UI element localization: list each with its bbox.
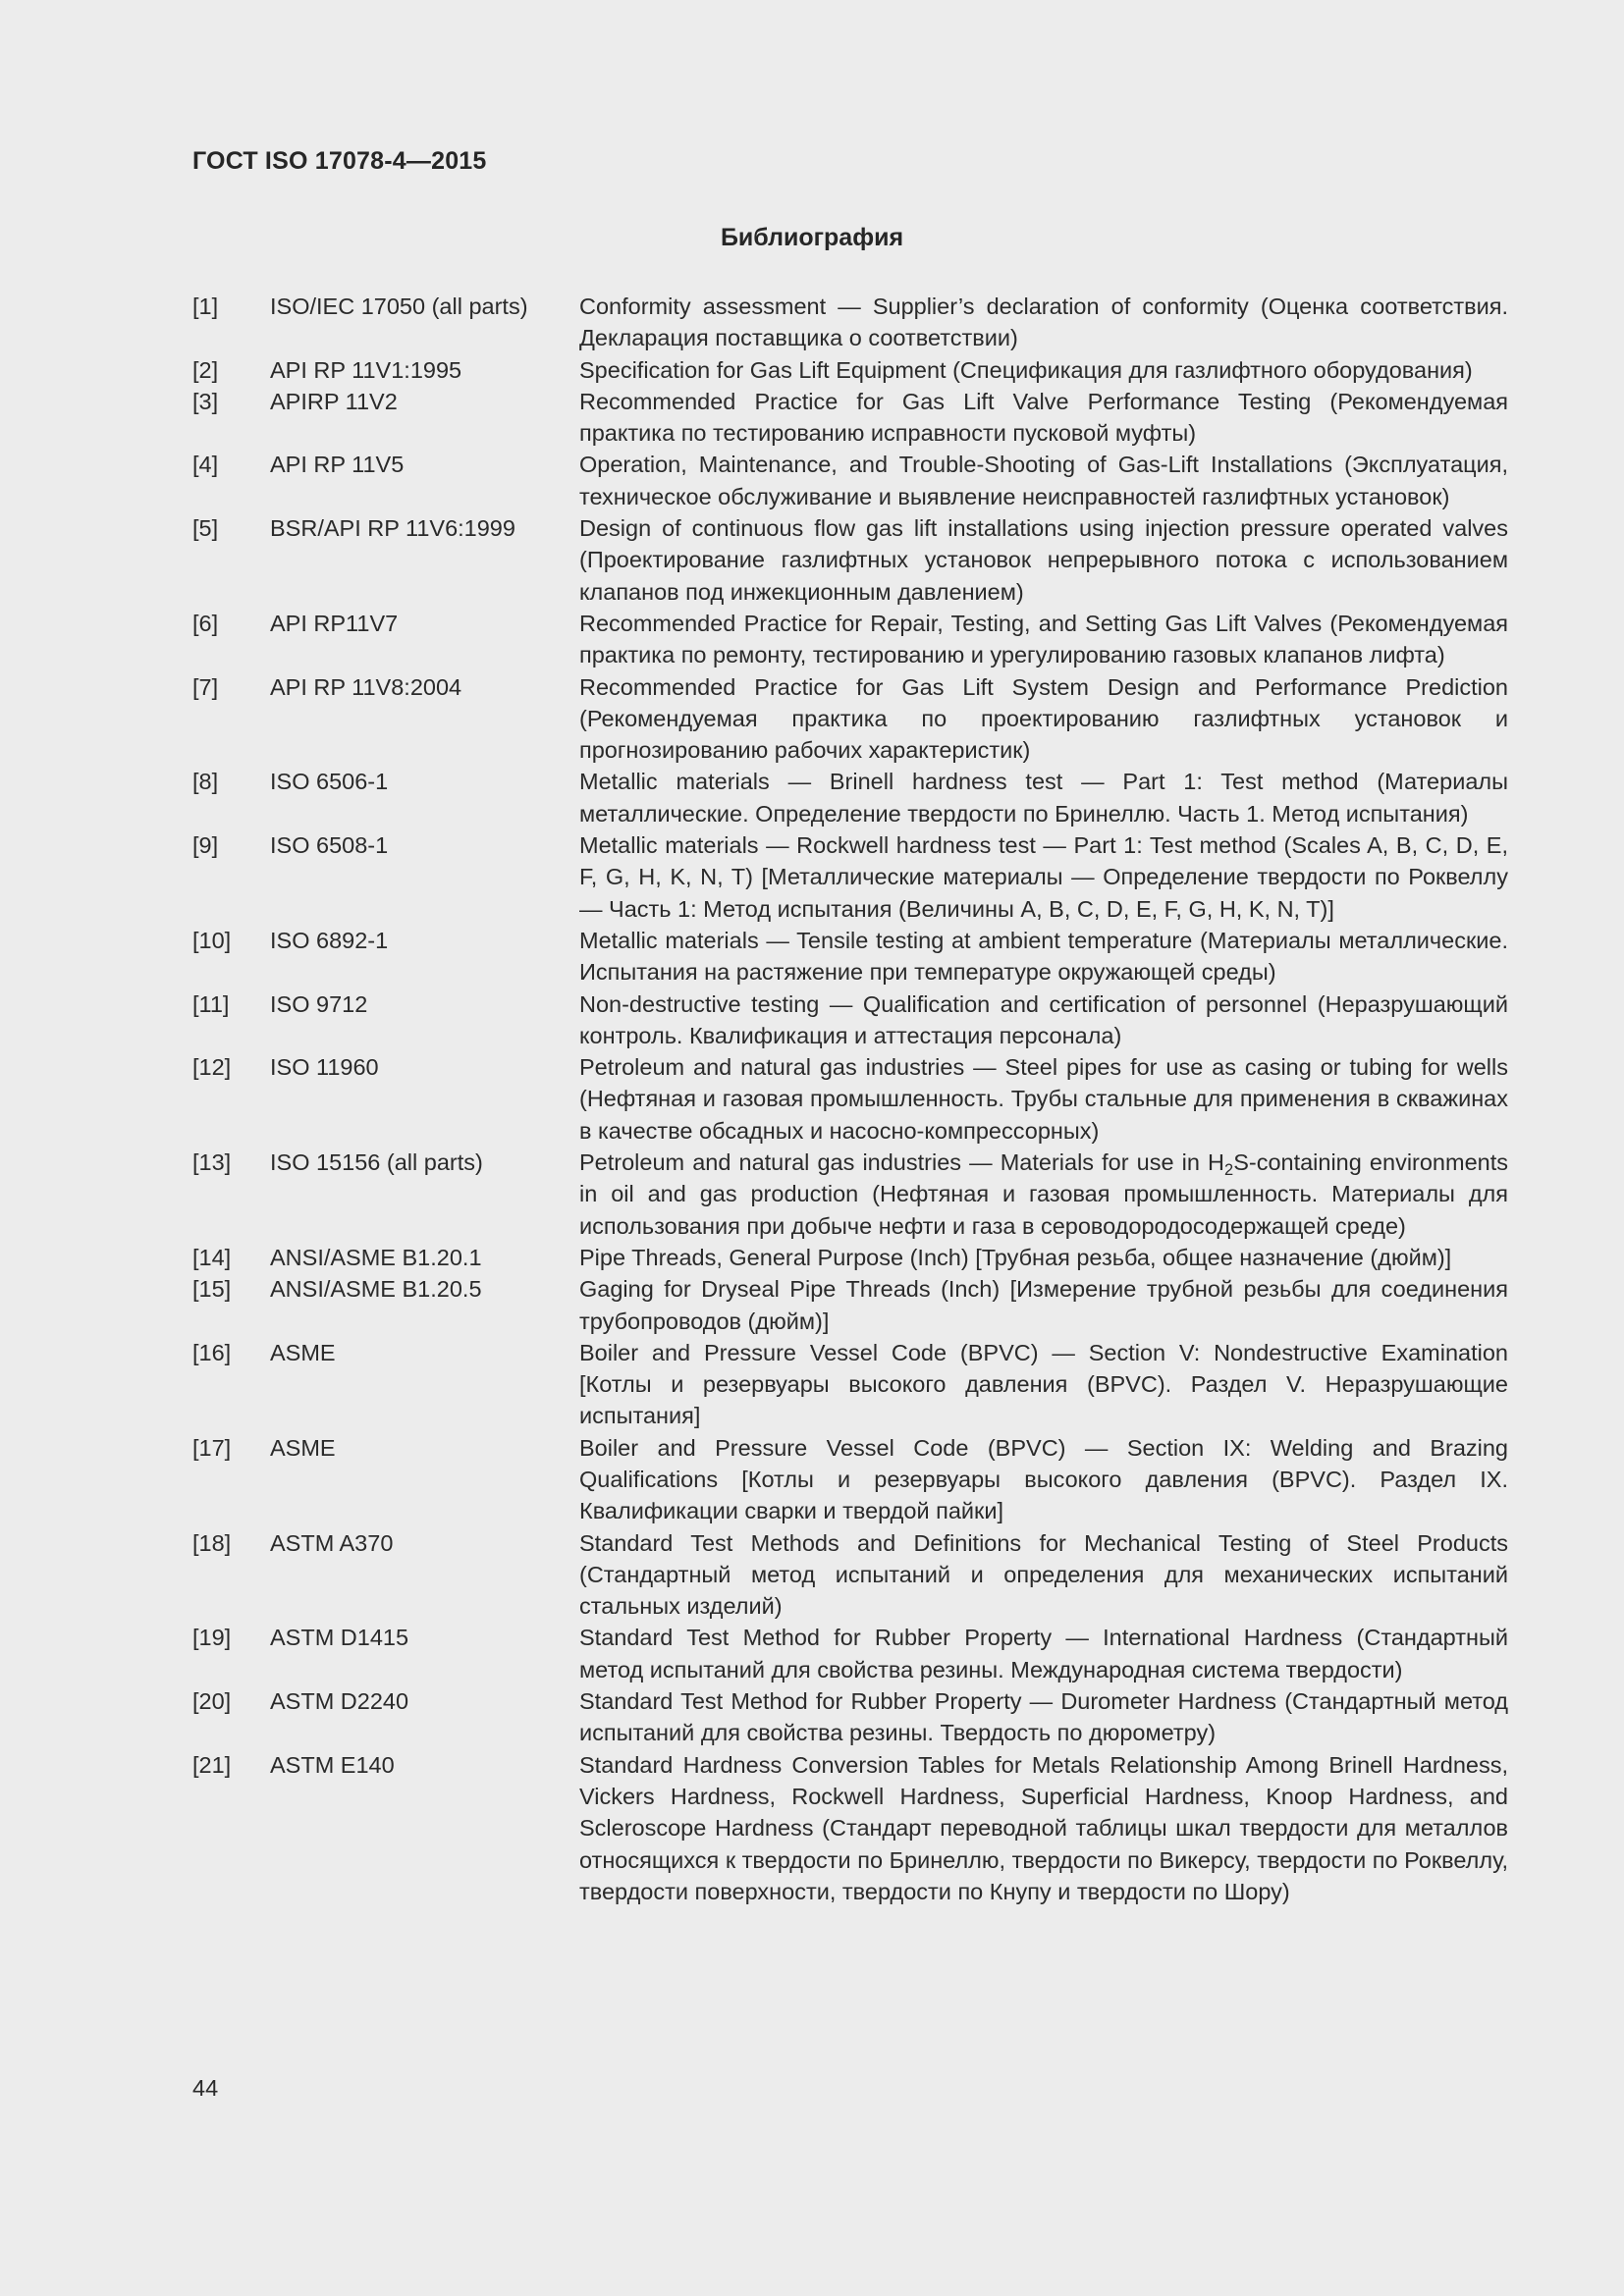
bib-code: ASME [270,1434,336,1461]
bib-code: ISO 9712 [270,990,368,1017]
bib-entry-8 [192,766,1508,829]
bib-entry-7 [192,671,1508,767]
bib-number: [20] [192,1688,232,1715]
bib-text: Metallic materials — Tensile testing at ambient temperature (Материалы металлические. Испытания на растяжение при температуре окружающей среды) [579,927,1508,986]
bib-entry-17 [192,1432,1508,1527]
subscript: 2 [1224,1160,1234,1179]
bib-number: [3] [192,388,219,414]
bib-text: Metallic materials — Rockwell hardness test — Part 1: Test method (Scales A, B, C, D, E, F, G, H, K, N, T) [Металлические материалы — Определение твердости по Роквеллу — Часть 1: Метод испытания (Величины А, В, C, D, E, F, G, H, K, N, T)] [579,832,1508,922]
bib-number: [21] [192,1751,232,1778]
bib-code: ISO/IEC 17050 (all parts) [270,294,528,319]
bib-entry-14 [192,1242,1508,1273]
bib-entry-2 [192,354,1508,386]
bib-entry-5 [192,512,1508,608]
bib-code: ISO 6506-1 [270,769,389,795]
bib-entry-12 [192,1051,1508,1147]
bib-number: [5] [192,515,219,542]
bib-entry-21 [192,1749,1508,1907]
bib-number: [7] [192,673,219,700]
bib-code: ASTM D1415 [270,1625,409,1651]
bib-code: ASTM A370 [270,1529,394,1556]
bib-text: Recommended Practice for Repair, Testing, and Setting Gas Lift Valves (Рекомендуемая практика по ремонту, тестированию и урегулированию газовых клапанов лифта) [579,610,1508,668]
bib-text: Conformity assessment — Supplier’s declaration of conformity (Оценка соответствия. Декларация поставщика о соответствии) [579,294,1508,351]
bib-code: ISO 6892-1 [270,927,389,953]
bib-text-part: S-containing environments in oil and gas production (Нефтяная и газовая промышленность. Материалы для использования при добыче нефти и газа в сероводородосодержащей среде) [579,1149,1508,1239]
bib-entry-9 [192,829,1508,925]
bib-number: [12] [192,1054,232,1081]
bib-text: Metallic materials — Brinell hardness test — Part 1: Test method (Материалы металлические. Определение твердости по Бринеллю. Часть 1. Метод испытания) [579,769,1508,827]
bib-text: Specification for Gas Lift Equipment (Спецификация для газлифтного оборудования) [579,356,1473,383]
bib-entry-6 [192,608,1508,671]
bib-code: API RP 11V8:2004 [270,673,462,700]
bib-text-part: Petroleum and natural gas industries — Materials for use in H [579,1149,1225,1176]
bib-entry-4 [192,449,1508,512]
bib-text: Operation, Maintenance, and Trouble-Shooting of Gas-Lift Installations (Эксплуатация, техническое обслуживание и выявление неисправностей газлифтных установок) [579,452,1508,509]
bib-text: Recommended Practice for Gas Lift System Design and Performance Prediction (Рекомендуемая практика по проектированию газлифтных установок и прогнозированию рабочих характеристик) [579,673,1508,764]
bib-text: Boiler and Pressure Vessel Code (BPVC) — Section V: Nondestructive Examination [Котлы и резервуары высокого давления (BPVC). Раздел V. Неразрушающие испытания] [579,1339,1508,1429]
bib-number: [19] [192,1625,232,1651]
bib-number: [17] [192,1434,232,1461]
bib-entry-10 [192,925,1508,988]
bib-number: [15] [192,1276,232,1303]
bib-text: Non-destructive testing — Qualification and certification of personnel (Неразрушающий контроль. Квалификация и аттестация персонала) [579,990,1508,1048]
bib-number: [4] [192,452,219,478]
bib-number: [6] [192,610,219,636]
bib-number: [1] [192,294,219,319]
bib-text: Recommended Practice for Gas Lift Valve Performance Testing (Рекомендуемая практика по тестированию исправности пусковой муфты) [579,388,1508,447]
bib-code: BSR/API RP 11V6:1999 [270,515,515,542]
bib-text: Pipe Threads, General Purpose (Inch) [Трубная резьба, общее назначение (дюйм)] [579,1244,1452,1270]
bib-entry-1 [192,291,1508,354]
bib-entry-20 [192,1685,1508,1749]
bib-entry-18 [192,1527,1508,1623]
bib-code: ANSI/ASME B1.20.1 [270,1244,482,1270]
bib-number: [9] [192,832,219,859]
bib-code: ASME [270,1339,336,1365]
bib-number: [2] [192,356,219,383]
section-title: Библиография [720,224,904,251]
bib-code: API RP11V7 [270,610,399,636]
bibliography-list [192,291,1508,1907]
bib-text: Boiler and Pressure Vessel Code (BPVC) — Section IX: Welding and Brazing Qualifications [Котлы и резервуары высокого давления (BPVC). Раздел IX. Квалификации сварки и твердой пайки] [579,1434,1508,1524]
bib-text [579,1147,1508,1242]
bib-entry-19 [192,1622,1508,1685]
bib-number: [18] [192,1529,232,1556]
bib-text: Standard Hardness Conversion Tables for Metals Relationship Among Brinell Hardness, Vickers Hardness, Rockwell Hardness, Superficial Hardness, Knoop Hardness, and Scleroscope Hardness (Стандарт переводной таблицы шкал твердости для металлов относящихся к твердости по Бринеллю, твердости по Викерсу, твердости по Роквеллу, твердости поверхности, твердости по Кнупу и твердости по Шору) [579,1751,1508,1904]
bib-number: [11] [192,990,230,1017]
bib-text: Gaging for Dryseal Pipe Threads (Inch) [Измерение трубной резьбы для соединения трубопроводов (дюйм)] [579,1276,1508,1334]
document-header: ГОСТ ISO 17078-4—2015 [192,147,487,175]
bib-number: [8] [192,769,219,795]
bib-text: Standard Test Method for Rubber Property — Durometer Hardness (Стандартный метод испытаний для свойства резины. Твердость по дюрометру) [579,1688,1508,1746]
page-number: 44 [192,2075,219,2101]
bib-entry-15 [192,1273,1508,1337]
bib-number: [14] [192,1244,232,1270]
bib-entry-13 [192,1147,1508,1242]
bib-text: Standard Test Methods and Definitions for Mechanical Testing of Steel Products (Стандартный метод испытаний и определения для механических испытаний стальных изделий) [579,1529,1508,1620]
bib-code: ANSI/ASME B1.20.5 [270,1276,482,1303]
bib-code: ISO 15156 (all parts) [270,1149,483,1176]
bib-code: ISO 6508-1 [270,832,389,859]
bib-number: [16] [192,1339,232,1365]
bib-text: Standard Test Method for Rubber Property — International Hardness (Стандартный метод испытаний для свойства резины. Международная система твердости) [579,1625,1508,1682]
bib-number: [13] [192,1149,232,1176]
bib-text: Design of continuous flow gas lift installations using injection pressure operated valves (Проектирование газлифтных установок непрерывного потока с использованием клапанов под инжекционным давлением) [579,515,1508,605]
bib-text: Petroleum and natural gas industries — Steel pipes for use as casing or tubing for wells (Нефтяная и газовая промышленность. Трубы стальные для применения в скважинах в качестве обсадных и насосно-компрессорных) [579,1054,1508,1144]
bib-code: APIRP 11V2 [270,388,398,414]
bib-entry-3 [192,386,1508,450]
bib-code: ASTM D2240 [270,1688,409,1715]
bib-code: ISO 11960 [270,1054,379,1081]
bib-entry-16 [192,1337,1508,1432]
bib-code: API RP 11V5 [270,452,405,478]
bib-code: ASTM E140 [270,1751,395,1778]
bib-entry-11 [192,988,1508,1052]
bib-code: API RP 11V1:1995 [270,356,462,383]
bib-number: [10] [192,927,232,953]
